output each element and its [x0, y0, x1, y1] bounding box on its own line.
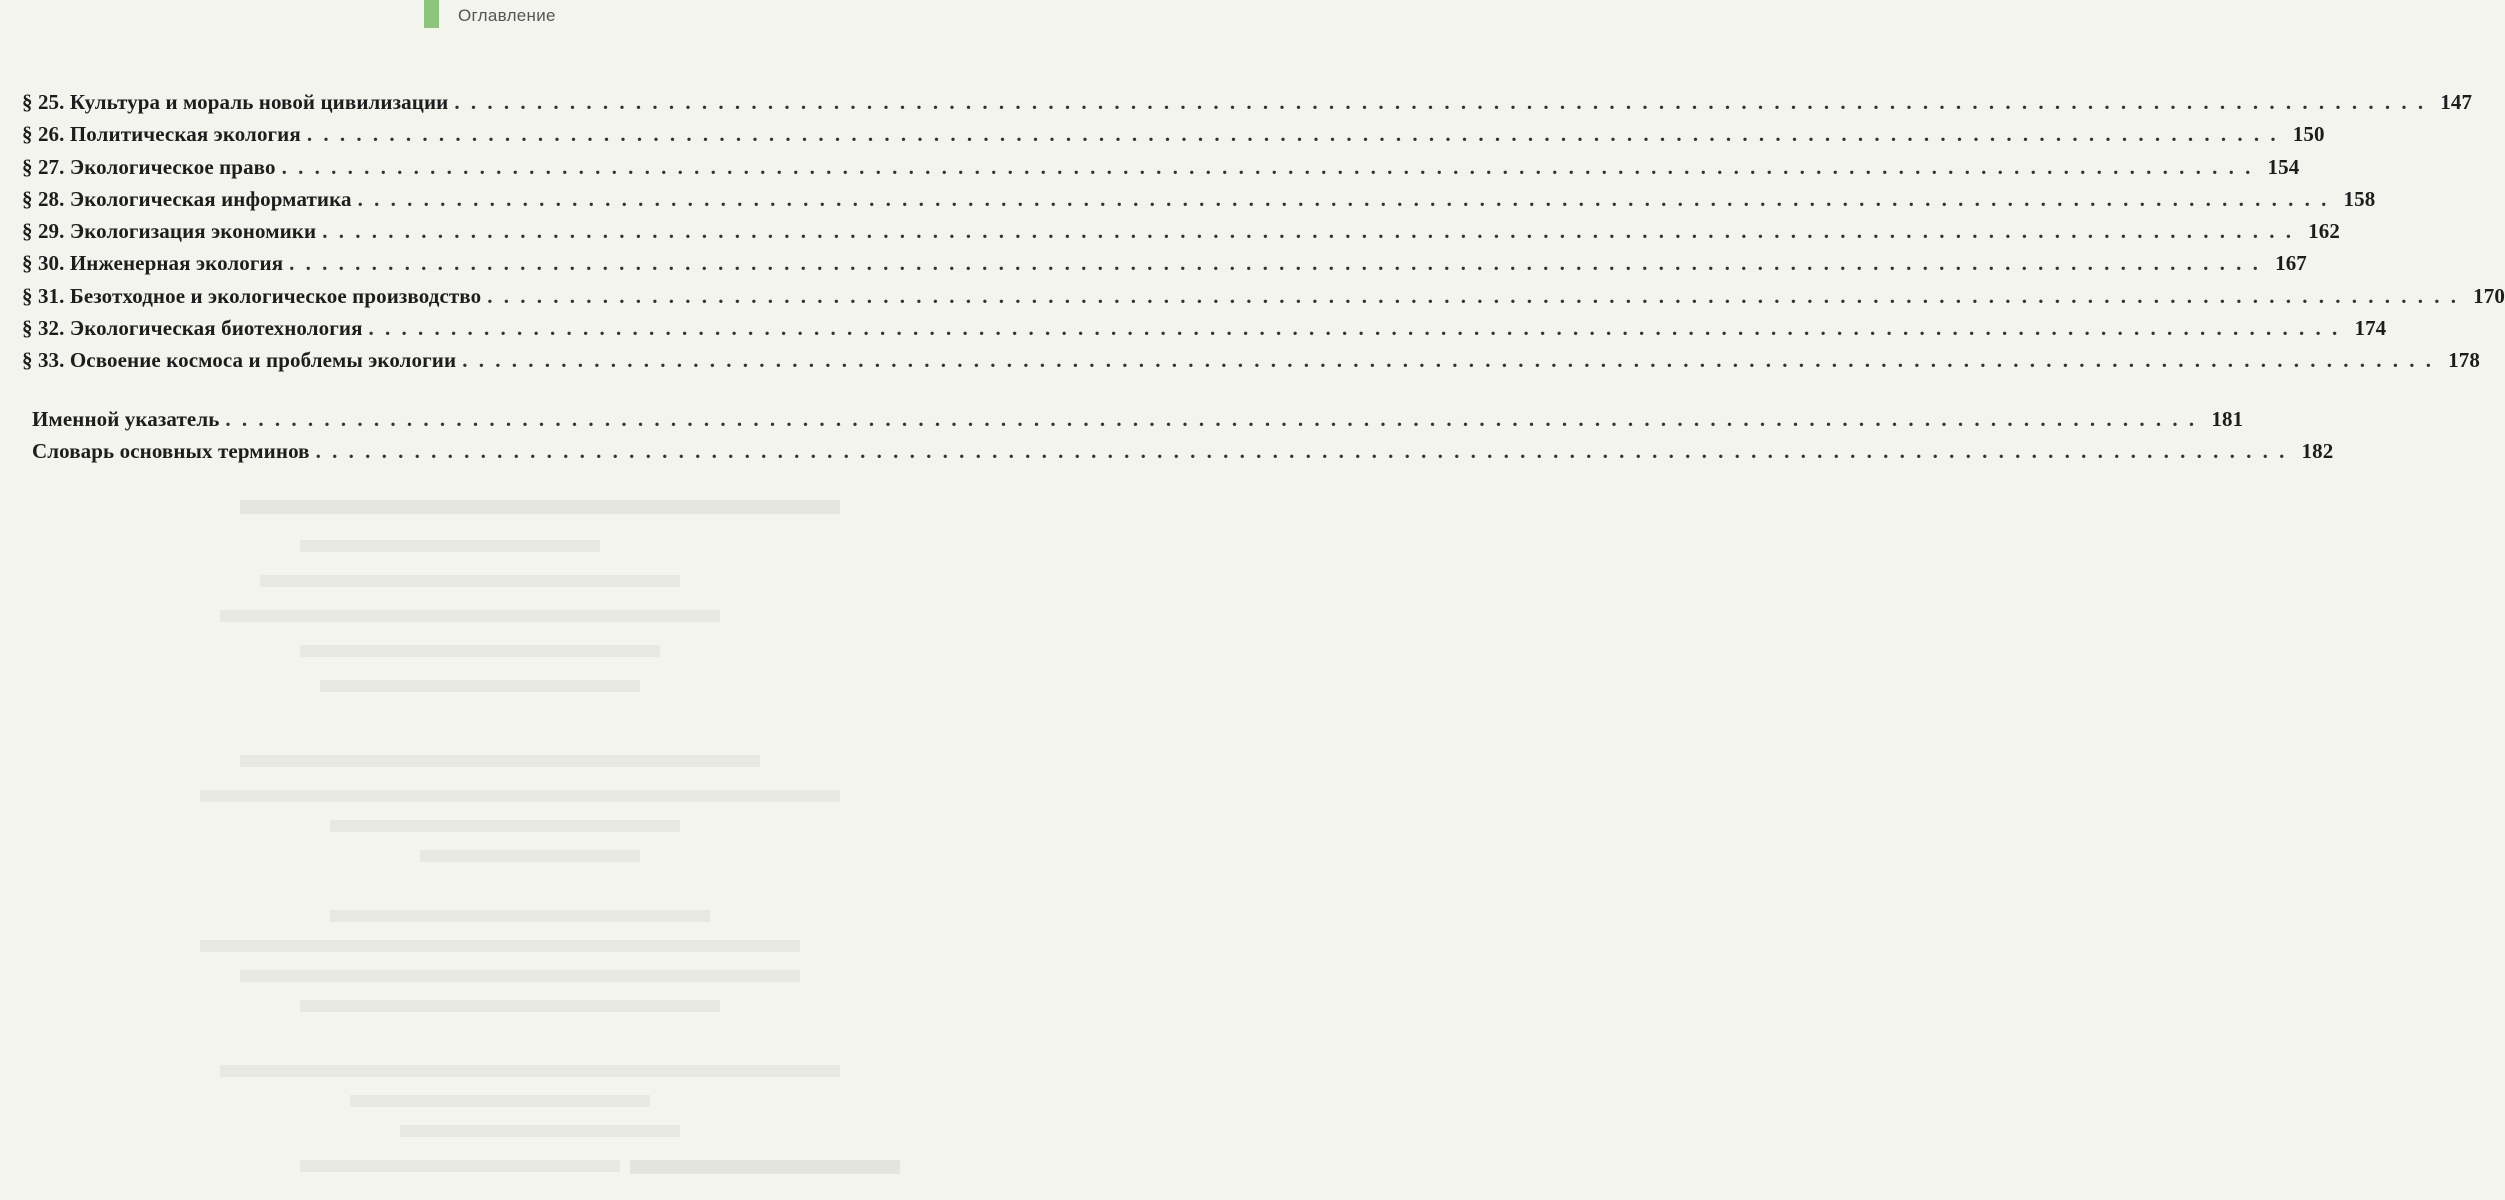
toc-entry-page-number: 150: [2292, 122, 2325, 147]
dot-leader: . . . . . . . . . . . . . . . . . . . . . . . . . . . . . . . . . . . . . . . . . . . . . . . . . . . . . . . . . . . . . . . . . . . . . . . . . . . . . . . . . . . . . . . . . . . . . . . . . . . . . . . . . . . . . . . . . . . . . . . .: [315, 438, 2288, 463]
toc-entry-title: § 32. Экологическая биотехнология: [22, 316, 363, 341]
toc-entry-page-number: 174: [2354, 316, 2387, 341]
toc-entry: [22, 90, 2473, 122]
toc-entry-page-number: 181: [2211, 406, 2244, 431]
toc-entry: [22, 348, 2480, 380]
toc-entry-title: Именной указатель: [32, 406, 220, 431]
toc-entry-title: § 26. Политическая экология: [22, 122, 301, 147]
toc-entry-page-number: 170: [2473, 283, 2505, 308]
toc-entry: [22, 283, 2505, 316]
dot-leader: . . . . . . . . . . . . . . . . . . . . . . . . . . . . . . . . . . . . . . . . . . . . . . . . . . . . . . . . . . . . . . . . . . . . . . . . . . . . . . . . . . . . . . . . . . . . . . . . . . . . . . . . . . . . . . . . . . . . . . . .: [454, 90, 2427, 114]
toc-separator: [22, 381, 860, 407]
dot-leader: . . . . . . . . . . . . . . . . . . . . . . . . . . . . . . . . . . . . . . . . . . . . . . . . . . . . . . . . . . . . . . . . . . . . . . . . . . . . . . . . . . . . . . . . . . . . . . . . . . . . . . . . . . . . . . . . . . . . . . . .: [462, 348, 2434, 373]
toc-entry: [22, 154, 2300, 187]
toc-entry-title: § 33. Освоение космоса и проблемы экологии: [22, 348, 457, 373]
toc-entry: [32, 406, 2244, 439]
dot-leader: . . . . . . . . . . . . . . . . . . . . . . . . . . . . . . . . . . . . . . . . . . . . . . . . . . . . . . . . . . . . . . . . . . . . . . . . . . . . . . . . . . . . . . . . . . . . . . . . . . . . . . . . . . . . . . . . . . . . . . . .: [281, 154, 2254, 179]
toc-entry-page-number: 178: [2448, 348, 2480, 373]
toc-entry: [22, 251, 2307, 283]
section-header-title: Оглавление: [458, 6, 556, 25]
toc-entry-title: Словарь основных терминов: [32, 438, 310, 463]
toc-entry-title: § 30. Инженерная экология: [22, 251, 284, 276]
toc-entry: [22, 122, 2325, 154]
back-matter-list: [22, 406, 2334, 472]
dot-leader: . . . . . . . . . . . . . . . . . . . . . . . . . . . . . . . . . . . . . . . . . . . . . . . . . . . . . . . . . . . . . . . . . . . . . . . . . . . . . . . . . . . . . . . . . . . . . . . . . . . . . . . . . . . . . . . . . . . . . . . .: [357, 186, 2330, 211]
dot-leader: . . . . . . . . . . . . . . . . . . . . . . . . . . . . . . . . . . . . . . . . . . . . . . . . . . . . . . . . . . . . . . . . . . . . . . . . . . . . . . . . . . . . . . . . . . . . . . . . . . . . . . . . . . . . . . . . . . . . . . . .: [368, 316, 2341, 341]
dot-leader: . . . . . . . . . . . . . . . . . . . . . . . . . . . . . . . . . . . . . . . . . . . . . . . . . . . . . . . . . . . . . . . . . . . . . . . . . . . . . . . . . . . . . . . . . . . . . . . . . . . . . . . . . . . . . . . . . . . . . . . .: [225, 406, 2198, 431]
dot-leader: . . . . . . . . . . . . . . . . . . . . . . . . . . . . . . . . . . . . . . . . . . . . . . . . . . . . . . . . . . . . . . . . . . . . . . . . . . . . . . . . . . . . . . . . . . . . . . . . . . . . . . . . . . . . . . . . . . . . . . . .: [306, 122, 2279, 147]
dot-leader: . . . . . . . . . . . . . . . . . . . . . . . . . . . . . . . . . . . . . . . . . . . . . . . . . . . . . . . . . . . . . . . . . . . . . . . . . . . . . . . . . . . . . . . . . . . . . . . . . . . . . . . . . . . . . . . . . . . . . . . .: [487, 283, 2459, 308]
dot-leader: . . . . . . . . . . . . . . . . . . . . . . . . . . . . . . . . . . . . . . . . . . . . . . . . . . . . . . . . . . . . . . . . . . . . . . . . . . . . . . . . . . . . . . . . . . . . . . . . . . . . . . . . . . . . . . . . . . . . . . . .: [322, 219, 2294, 244]
toc-entry: [22, 316, 2387, 348]
toc-entry-page-number: 182: [2301, 438, 2334, 463]
toc-entry-page-number: 147: [2440, 90, 2473, 114]
toc-entry-title: § 27. Экологическое право: [22, 154, 276, 179]
toc-entry: [32, 438, 2334, 471]
toc-entry-page-number: 167: [2275, 251, 2307, 276]
toc-entry: [22, 186, 2376, 219]
toc-entry-title: § 31. Безотходное и экологическое производство: [22, 283, 482, 308]
toc-entry-title: § 29. Экологизация экономики: [22, 219, 317, 244]
toc-entry-page-number: 154: [2267, 154, 2300, 179]
toc-entry-title: § 28. Экологическая информатика: [22, 186, 352, 211]
chapter-list: [22, 90, 2505, 381]
toc-entry-page-number: 162: [2308, 219, 2340, 244]
toc-entry-title: § 25. Культура и мораль новой цивилизации: [22, 90, 449, 114]
table-of-contents: [22, 90, 2505, 471]
toc-entry: [22, 219, 2340, 251]
toc-entry-page-number: 158: [2343, 186, 2376, 211]
dot-leader: . . . . . . . . . . . . . . . . . . . . . . . . . . . . . . . . . . . . . . . . . . . . . . . . . . . . . . . . . . . . . . . . . . . . . . . . . . . . . . . . . . . . . . . . . . . . . . . . . . . . . . . . . . . . . . . . . . . . . . . .: [289, 251, 2261, 276]
header-accent-bar: [424, 0, 439, 28]
